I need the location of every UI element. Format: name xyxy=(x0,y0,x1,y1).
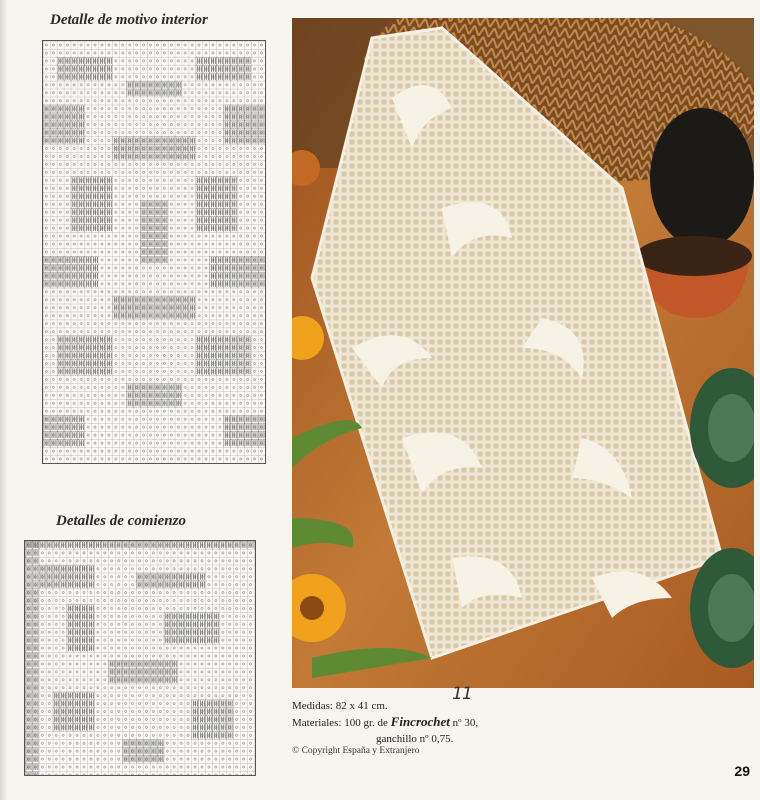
measurements-text: Medidas: 82 x 41 cm. xyxy=(292,700,388,712)
hook-size-text: ganchillo nº 0,75. xyxy=(376,733,454,745)
motif-chart-graphic xyxy=(43,41,265,463)
pattern-info xyxy=(292,698,478,747)
table-runner-photo xyxy=(292,18,754,688)
page-number: 29 xyxy=(734,763,750,779)
motif-detail-chart xyxy=(42,40,266,464)
materials-line xyxy=(292,714,478,731)
start-chart-graphic xyxy=(25,541,255,775)
start-detail-chart xyxy=(24,540,256,776)
copyright-notice: © Copyright España y Extranjero xyxy=(292,746,420,756)
yarn-brand: Fincrochet xyxy=(390,714,450,729)
handwritten-note: 11 xyxy=(452,684,472,704)
materials-prefix: Materiales: 100 gr. de xyxy=(292,717,391,729)
motif-detail-heading: Detalle de motivo interior xyxy=(50,12,208,28)
materials-suffix: nº 30, xyxy=(449,717,479,729)
page-binding-shadow xyxy=(0,0,8,800)
start-detail-heading: Detalles de comienzo xyxy=(56,513,186,529)
photo-illustration xyxy=(292,18,754,688)
